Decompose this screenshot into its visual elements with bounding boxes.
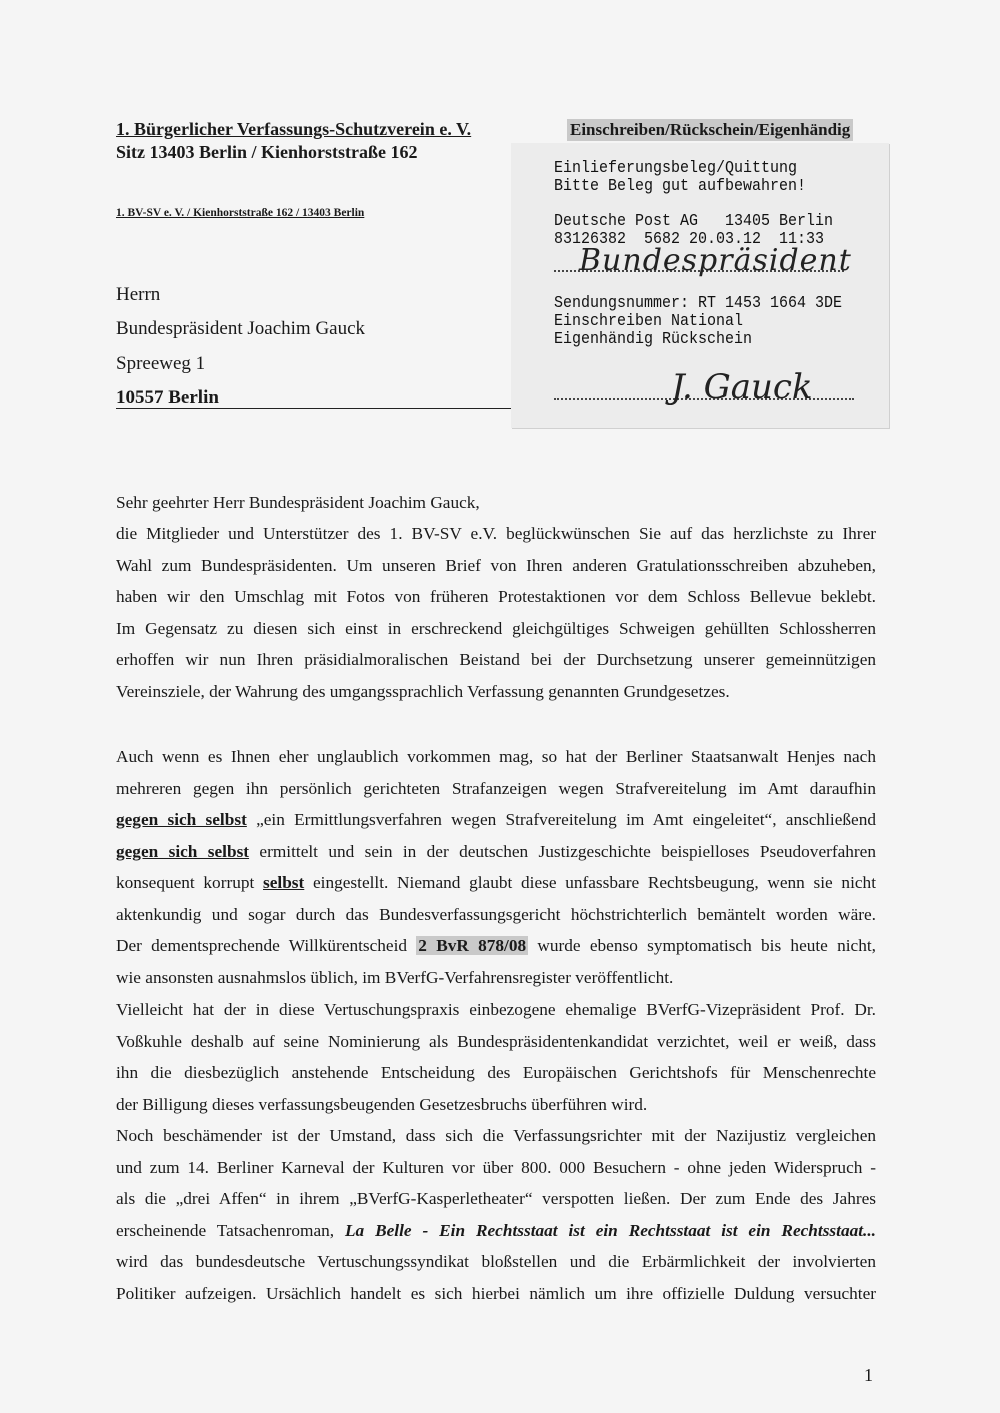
text-line: Wahl zum Bundespräsidenten. Um unseren Brief von Ihren anderen Gratulationsschreiben abzuheben, [116,555,876,575]
recipient-salutation: Herrn [116,284,161,305]
text-line [116,930,876,962]
receipt-postoffice: Deutsche Post AG 13405 Berlin [554,212,834,231]
recipient-city: 10557 Berlin [116,387,219,408]
text-run: Der dementsprechende Willkürentscheid [116,936,417,955]
text-line: wie ansonsten ausnahmslos üblich, im BVerfG-Verfahrensregister veröffentlicht. [116,967,674,987]
text-run: erscheinende Tatsachenroman, [116,1220,345,1240]
text-line: und zum 14. Berliner Karneval der Kulturen vor über 800. 000 Besuchern - ohne jeden Widerspruch - [116,1157,876,1177]
text-line: ihn die diesbezüglich anstehende Entscheidung des Europäischen Gerichtshofs für Menschenrechte [116,1063,876,1082]
case-number: 2 BvR 878/08 [418,936,527,955]
text-line [116,804,876,836]
text-line: Auch wenn es Ihnen eher unglaublich vorkommen mag, so hat der Berliner Staatsanwalt Henjes nach [116,747,876,766]
paragraph-3 [116,994,876,1120]
paragraph-4 [116,1120,876,1309]
recipient-street: Spreeweg 1 [116,353,206,374]
text-line: erhoffen wir nun Ihren präsidialmoralischen Beistand bei der Durchsetzung unserer gemeinnützigen [116,650,876,669]
text-line: Vielleicht hat der in diese Vertuschungspraxis einbezogene ehemalige BVerfG-Vizepräsident Prof. Dr. [116,1000,876,1019]
return-address: 1. BV-SV e. V. / Kienhorststraße 162 / 13403 Berlin [116,207,365,219]
text-line: die Mitglieder und Unterstützer des 1. BV-SV e.V. beglückwünschen Sie auf das herzlichste zu Ihrer [116,524,876,543]
recipient-name: Bundespräsident Joachim Gauck [116,318,366,339]
text-run: wurde ebenso symptomatisch bis heute nicht, [528,936,876,955]
text-line: Politiker aufzeigen. Ursächlich handelt es sich hierbei nämlich um ihre offizielle Duldung versuchter [116,1283,876,1303]
emphasis: gegen sich selbst [116,841,250,861]
receipt-tracking-number: Sendungsnummer: RT 1453 1664 3DE [554,294,843,313]
text-line: aktenkundig und sogar durch das Bundesverfassungsgericht höchstrichterlich bemäntelt worden wäre. [116,904,876,924]
text-line: als die „drei Affen“ in ihrem „BVerfG-Kasperletheater“ verspotten ließen. Der zum Ende des Jahres [116,1189,876,1208]
address-rule [116,408,516,409]
mail-type-label: Einschreiben/Rückschein/Eigenhändig [567,119,853,141]
text-run: ermittelt und sein in der deutschen Justizgeschichte beispielloses Pseudoverfahren [249,841,876,861]
handwritten-signature: J. Gauck [671,367,813,407]
text-line [116,867,876,899]
text-line: Noch beschämender ist der Umstand, dass sich die Verfassungsrichter mit der Nazijustiz vergleichen [116,1126,876,1145]
text-run: konsequent korrupt [116,873,263,892]
text-line: haben wir den Umschlag mit Fotos von früheren Protestaktionen vor dem Schloss Bellevue beklebt. [116,587,876,606]
text-line: der Billigung dieses verfassungsbeugenden Gesetzesbruchs überführen wird. [116,1094,648,1114]
letter-salutation: Sehr geehrter Herr Bundespräsident Joachim Gauck, [116,493,480,512]
text-line: mehreren gegen ihn persönlich gerichteten Strafanzeigen wegen Strafvereitelung im Amt daraufhin [116,778,876,798]
text-line: Vereinsziele, der Wahrung des umgangssprachlich Verfassung genannten Grundgesetzes. [116,681,730,701]
sender-address: Sitz 13403 Berlin / Kienhorststraße 162 [116,142,418,162]
postal-receipt [511,143,889,428]
handwritten-recipient: Bundespräsident [579,243,852,278]
page-number: 1 [864,1365,873,1385]
receipt-title: Einlieferungsbeleg/Quittung [554,159,798,178]
emphasis: gegen sich selbst [116,810,247,829]
paragraph-1 [116,518,876,707]
text-run: „ein Ermittlungsverfahren wegen Strafvereitelung im Amt eingeleitet“, anschließend [246,810,876,829]
text-run: eingestellt. Niemand glaubt diese unfassbare Rechtsbeugung, wenn sie nicht [304,873,876,892]
receipt-note: Bitte Beleg gut aufbewahren! [554,177,807,196]
text-line: wird das bundesdeutsche Vertuschungssyndikat bloßstellen und die Erbärmlichkeit der involvierten [116,1252,876,1271]
text-line [116,1215,876,1247]
text-line [116,836,876,868]
sender-name: 1. Bürgerlicher Verfassungs-Schutzverein e. V. [116,119,472,139]
emphasis: selbst [263,873,305,892]
paragraph-2 [116,741,876,993]
text-line: Voßkuhle deshalb auf seine Nominierung als Bundespräsidentenkandidat verzichtet, weil er weiß, dass [116,1031,876,1051]
receipt-service: Einschreiben National [554,312,744,331]
book-title: La Belle - Ein Rechtsstaat ist ein Rechtsstaat ist ein Rechtsstaat... [345,1220,876,1240]
receipt-option: Eigenhändig Rückschein [554,330,753,349]
text-line: Im Gegensatz zu diesen sich einst in erschreckend gleichgültiges Schweigen gehüllten Schlossherren [116,618,876,638]
receipt-timestamp: 83126382 5682 20.03.12 11:33 [554,230,825,249]
